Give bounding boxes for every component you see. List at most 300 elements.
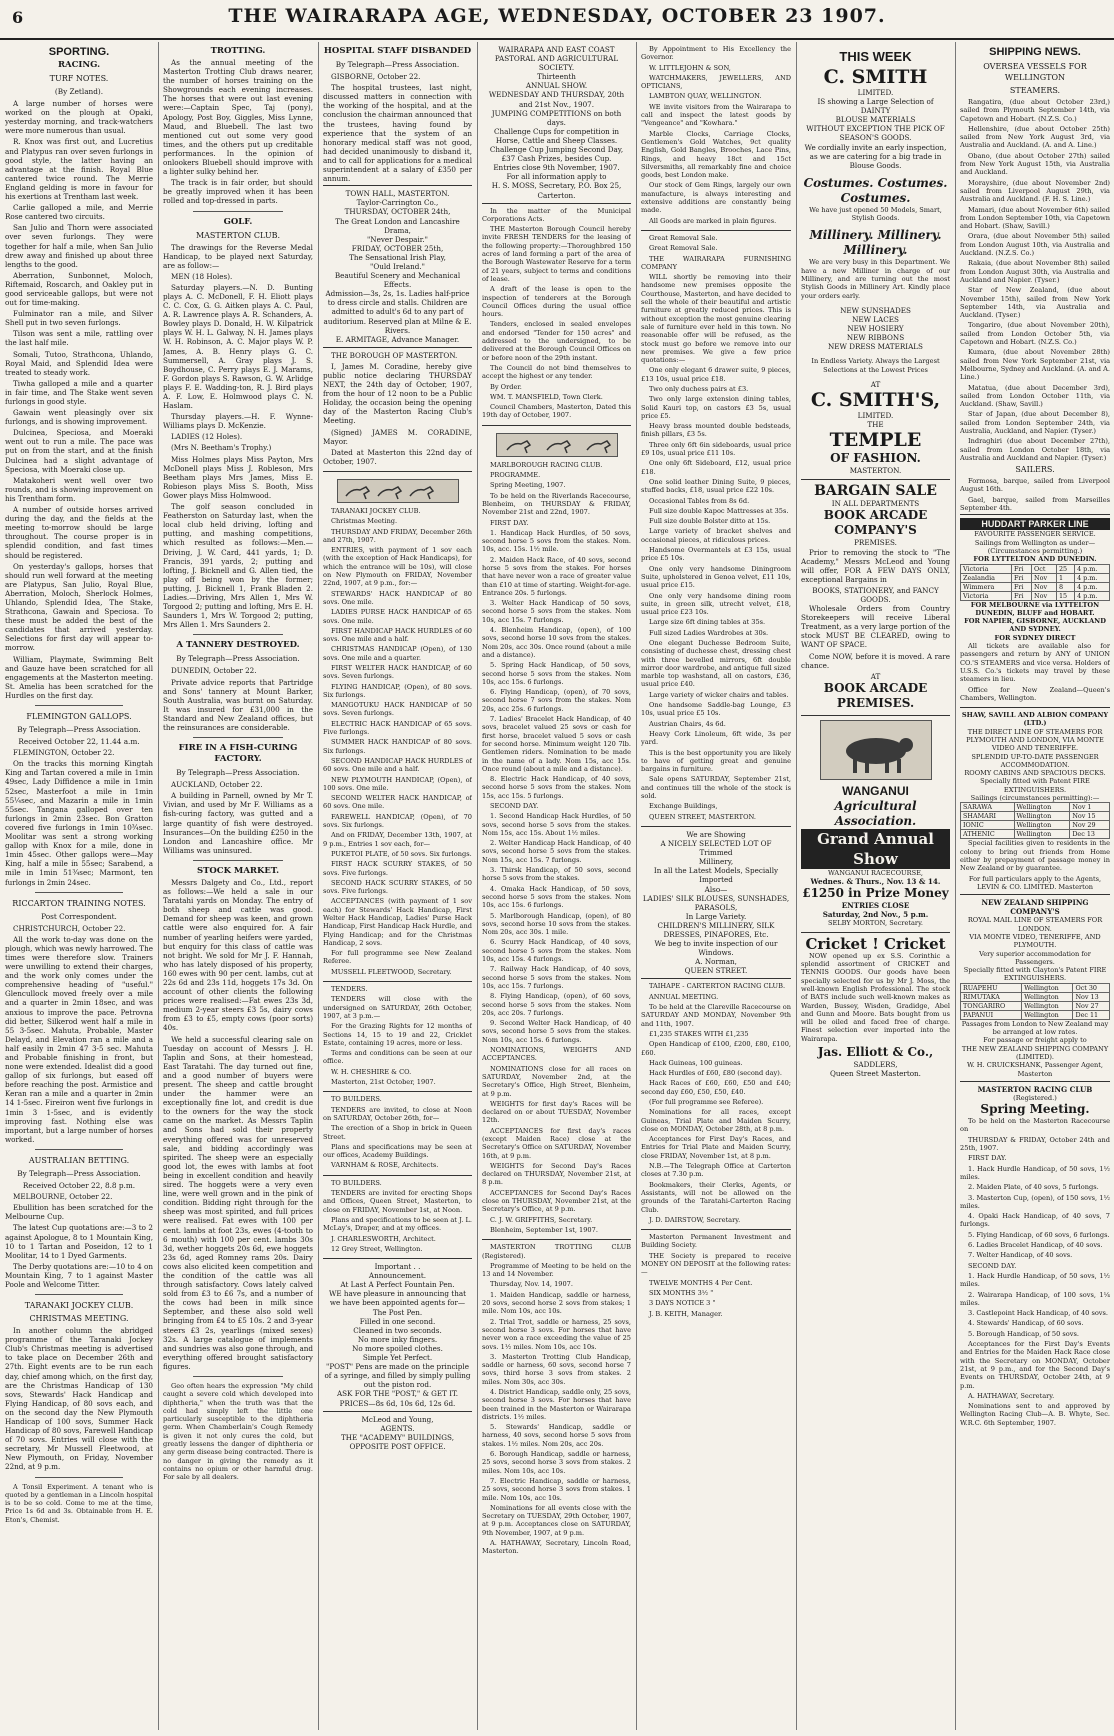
text-line: Star of Japan, (due about December 8), sailed from London September 24th, via Australia, Auckland, and Napier. (Tyser.) [960,410,1110,435]
text-line: Tongariro, (due about November 20th), sailed from London October 5th, via Capetown and Hobart. (N.Z.S. Co.) [960,321,1110,347]
text-line: Simple Yet Perfect. [362,1353,433,1363]
text-line: 5. Stewards' Handicap, saddle or harness, 40 sovs, second horse 5 sovs from stakes. 1½ miles. Nom 20s, acc 20s. [482,1423,631,1448]
text-line: J. B. KEITH, Manager. [649,1309,723,1318]
text-line: Formosa, barque, sailed from Liverpool August 16th. [960,477,1110,494]
book-arcade-heading: BOOK ARCADE COMPANY'S [823,508,928,538]
text-line: This is the best opportunity you are likely to have of getting great and genuine bargains in furniture. [641,748,791,774]
text-line: Plans and specifications may be seen at our offices, Academy Buildings. [323,1142,472,1160]
masterton-label: MASTERTON. [849,466,902,476]
shaw-line: Specially fitted with Patent FIRE EXTINGUISHERS. [980,777,1090,794]
text-line: Thursday, Nov. 14, 1907. [490,1280,573,1289]
advert-lines [323,189,472,344]
elliott-trade: SADDLERS, [853,1060,898,1069]
advert-lines [641,830,791,976]
schedule-cell: Nov [1032,573,1057,582]
text-line: JUMPING COMPETITIONS on both days. [491,108,622,127]
mrc-line: Spring Meeting. [980,1102,1090,1117]
schedule-cell: Zealandia [961,573,1012,582]
dateline: Received October 22, 8.8 p.m. [22,1181,136,1191]
text-line: Orara, (due about November 5th) sailed from London August 10th, via Australia and Auckland. (N.Z.S. Co.) [960,232,1110,258]
text-line: Nominations for all events close with the Secretary on TUESDAY, 29th October, 1907, at 9 p.m. Acceptances close on SATURDAY, 9th November, 1907, at 9 p.m. [482,1503,631,1537]
text-line: 6. Flying Handicap, (open), of 70 sovs, second horse 7 sovs from the stakes. Nom 20s, acc 25s. 6 furlongs. [482,688,631,713]
text-line: Sale opens SATURDAY, September 21st, and continues till the whole of the stock is sold. [641,775,791,801]
shaw-schedule [960,802,1110,839]
text-line: A. Norman, [695,957,737,967]
text-line: AGENTS. [380,1423,415,1433]
text-line: 5. Borough Handicap, of 50 sovs. [968,1329,1079,1338]
advert-marlborough-racing [482,425,631,1240]
page-number: 6 [12,8,24,27]
schedule-row [961,1001,1110,1010]
mrc-line: (Registered.) [1013,1093,1057,1102]
millinery-text: We are very busy in this Department. We have a new Milliner in charge of our Millinery, and are turning out the most Stylish Goods in Millinery Art. Kindly place your orders early. [801,258,950,300]
schedule-row [961,1010,1110,1019]
schedule-cell: Wellington [1014,830,1070,839]
of-fashion-heading: OF FASHION. [830,451,921,466]
column-sporting [5,42,153,1730]
smith-lines [801,97,950,170]
text-line: Acceptances for the First Day's Events and Entries for the Maiden Hack Race close with the Secretary on MONDAY, October 21st, at 9 p.m., and for the Second Day's Events on THURSDAY, October 24th, at 9 p.m. [960,1340,1110,1390]
column-rule [477,42,478,1730]
text-line: One only very handsome dining room suite, in green silk, utrecht velvet, £18, usual price £23 10s. [641,591,791,617]
text-line: A. HATHAWAY, Secretary. [968,1391,1055,1400]
text-line: FIRST DAY. [968,1154,1007,1163]
the-label: THE [867,420,884,430]
nzship-line: For passage or freight apply to [983,1036,1087,1045]
text-line: A number of outside horses arrived during the day, and the fields at the meeting to-morrow should be large throughout. The course proper is in splendid condition, and fast times should be registered. [5,505,153,560]
schedule-row [961,983,1110,992]
text-line: I, James M. Coradine, hereby give public notice declaring THURSDAY NEXT, the 24th day of October, 1907, from the hour of 12 noon to be a Public Holiday, the occasion being the opening day of the Masterton Racing Club's Meeting. [323,361,472,426]
advert-lines [323,985,472,1086]
text-line: Full sized Ladies Wardrobes at 30s. [649,628,769,637]
book-arcade-items: BOOKS, STATIONERY, and FANCY GOODS. [812,585,939,605]
text-line: To be held at the Clareville Racecourse on SATURDAY AND MONDAY, November 9th and 11th, 1907. [641,1003,791,1028]
cricket-heading: Cricket ! Cricket [805,934,946,953]
text-line: 3. Welter Hack Handicap of 50 sovs, second horse 5 sovs from the stakes. Nom 10s, acc 15s. 7 furlongs. [482,599,631,624]
text-line: No more spoiled clothes. [352,1343,443,1353]
schedule-row [961,591,1110,600]
smiths-limited: LIMITED. [857,411,894,421]
schedule-cell: Nov 15 [1070,812,1110,821]
advert-nz-shipping [960,894,1110,1081]
schedule-row [961,582,1110,591]
text-line: Somali, Tutoo, Strathcona, Uhlando, Royal Maid, and Splendid Idea were treated to steady work. [5,349,153,377]
schedule-cell: Nov 27 [1073,1001,1110,1010]
wanganui-racecourse: WANGANUI RACECOURSE, [827,868,924,877]
schedule-row [961,803,1110,812]
schedule-cell: IONIC [961,821,1015,830]
text-line: 7. Ladies' Bracelet Hack Handicap, of 40 sovs, bracelet valued 25 sovs or cash for first horse, bracelet valued 5 sovs or cash for second horse. Minimum weight 120 7lb. Gentlemen riders. Nomination to be made in the name of a lady. Nom 15s, acc 15s. Once round (about a mile and a distance). [482,715,631,773]
text-line: 9. Second Welter Hack Handicap, of 40 sovs, second horse 5 sovs from the stakes. Nom 10s, acc 15s. 6 furlongs. [482,1019,631,1044]
text-line: 7. Electric Handicap, saddle or harness, 25 sovs, second horse 3 sovs from stakes. 1 mile. Nom 10s, acc 10s. [482,1476,631,1502]
text-line: TENDERS are invited for erecting Shops and Offices, Queen Street, Masterton, to close on FRIDAY, November 1st, at Noon. [323,1189,472,1214]
advert-lines [482,45,631,200]
text-line: A NICELY SELECTED LOT OF [660,839,772,849]
text-line: NEW PLYMOUTH HANDICAP, (Open), of 100 sovs. One mile. [323,775,472,792]
text-line: 6. Borough Handicap, saddle or harness, 25 sovs, second horse 3 sovs from stakes. 2 miles. Nom 10s, acc 10s. [482,1450,631,1475]
text-line: WATCHMAKERS, JEWELLERS, AND OPTICIANS, [641,73,791,91]
text-line: 5. Flying Handicap, of 60 sovs, 6 furlongs. [968,1230,1110,1239]
schedule-cell: SARAWA [961,803,1015,812]
text-line: STEWARDS' HACK HANDICAP of 80 sovs. One mile. [323,589,472,606]
shaw-line: Special facilities given to residents in the colony to bring out friends from Home either by prepayment of passage money in New Zealand or by guarantee. [960,839,1110,873]
huddart-line: Office for New Zealand—Queen's Chambers, Wellington. [960,685,1110,702]
schedule-cell: ATHENIC [961,830,1015,839]
book-arcade-text: Prior to removing the stock to "The Academy," Messrs McLeod and Young will offer, FOR A FEW DAYS ONLY, exceptional Bargains in [801,547,950,584]
column-shops [641,42,791,1730]
text-line: Thirteenth [537,72,576,82]
schedule-cell: Nov 1 [1070,803,1110,812]
text-line: NEW HOSIERY [847,324,904,334]
text-line: Beautiful Scenery and Mechanical Effects. [334,271,461,290]
text-line: The latest Cup quotations are:—3 to 2 against Apologue, 8 to 1 Mountain King, 10 to 1 Tartan and Poseidon, 12 to 1 Moolitar, 14 to 1 Dyed Garments. [5,1223,153,1260]
text-line: LADIES' SILK BLOUSES, SUNSHADES, PARASOLS, [642,893,790,912]
text-line: 4. Stewards' Handicap, of 60 sovs. [968,1319,1084,1328]
advert-lines [323,1095,472,1169]
text-line: San Julio and Thorn were associated over seven furlongs. They were together for half a mile, when San Julio drew away and finished up about three lengths to the good. [5,223,153,269]
schedule-cell: RUAPEHU [961,983,1022,992]
text-line: A. HATHAWAY, Secretary, Lincoln Road, Masterton. [482,1539,631,1556]
text-line: Heavy brass mounted double bedsteads, finish pillars, £3 5s. [641,422,791,439]
text-line: Austrian Chairs, 4s 6d. [649,719,726,728]
nzship-schedule [960,983,1110,1020]
text-line: Dated at Masterton this 22nd day of October, 1907. [323,447,472,466]
advert-masterton-racing-club [960,1081,1110,1432]
text-line: 3. Castlepoint Hack Handicap, of 40 sovs. [968,1309,1109,1318]
text-line: Nominations for all races, except Guineas, Trial Plate and Maiden Scurry, close on MONDAY, October 28th, at 8 p.m. [641,1108,791,1133]
shaw-schedule-body [961,803,1110,839]
text-line: 2. Wairarapa Handicap, of 100 sovs, 1¼ miles. [960,1290,1110,1307]
text-line: One solid leather Dining Suite, 9 pieces, stuffed backs, £18, usual price £22 10s. [641,477,791,495]
text-line: 4. Opaki Hack Handicap, of 40 sovs, 7 furlongs. [960,1212,1110,1229]
advert-note: A Tonsil Experiment. A tenant who is quoted by a gentleman in a Lincoln hospital is to be so cold. Come to me at the time, Price 1s 6d and 3s. Obtainable from H. E. Eton's, Chemist. [5,1482,153,1524]
advert-town-hall [323,185,472,347]
shaw-line: Sailings (circumstances permitting):— [970,794,1100,803]
text-line: WEIGHTS for Second Day's Races declared on THURSDAY, November 21st, at 8 p.m. [482,1161,631,1187]
huddart-route: FOR MELBOURNE via LYTTELTON DUNEDIN, BLUFF and HOBART. [970,600,1100,617]
text-line: DAINTY [860,106,891,116]
text-line: AUCKLAND, October 22. [171,780,263,790]
nzship-line: THE NEW ZEALAND SHIPPING COMPANY (LIMITED). [961,1044,1109,1061]
advert-builders [323,1091,472,1174]
huddart-line: Sailings from Wellington as under—(Circumstances permitting.) [974,538,1096,555]
article-title: TARANAKI JOCKEY CLUB. [24,1301,134,1311]
millinery-heading: Millinery. Millinery. Millinery. [809,228,942,258]
text-line: One only elegant 6 drawer suite, 9 pieces, £13 10s, usual price £18. [641,366,791,383]
text-line: R. Knox was first out, and Lucretius and Platypus ran over seven furlongs in good style, the latter having an advantage at the finish. Royal Blue cantered twice round. The Merrie England gelding is more in favour for his exertions at Trentham last week. [5,137,153,202]
text-line: Bookmakers, their Clerks, Agents, or Assistants, will not be allowed on the grounds of the Taratahi-Carterton Racing Club. [641,1180,791,1214]
text-line: We held a successful clearing sale on Tuesday on account of Messrs J. H. Taplin and Sons, at their homestead, East Taratahi. The day turned out fine, and a good number of buyers were present. The sheep and cattle brought under the hammer were an exceptionally fine lot, and credit is due to the owners for the way the stock came on the market. As Messrs Taplin and Sons had sold their property everything offered was for unreserved sale, and bidding accordingly was spirited. The sheep were an especially good lot, the ewes with lambs at foot being in excellent condition and heavily sired. The hoggets were a very even line, were well grown and in the pink of condition. Bidding right through for the sheep was most spirited, and full prices were realised. Fat ewes with 100 per cent. lambs at foot 23s, ewes (4-tooth to 6 mouth) with 100 per cent. lambs 30s 3d, wether hoggets 20s 6d, ewe hoggets 23s 6d, aged Romney rams 20s. Dairy cows also elicited keen competition and the condition of the cattle was all through satisfactory. Cows lately calved sold from £3 to £6 7s, and a number of the cows had been in milk since September, and these also sold well bringing from £4 to £5 10s. 2 and 3-year steers £3 2s, yearlings (mixed sexes) 32s. A large catalogue of implements and sundries was also gone through, and everything offered brought satisfactory figures. [163,1034,313,1371]
mrc-programme [960,1117,1110,1427]
column-hospital-adverts [323,42,472,1730]
advert-builders [323,1175,472,1258]
shaw-line: THE DIRECT LINE OF STEAMERS FOR PLYMOUTH AND LONDON, VIA MONTE VIDEO AND TENERIFFE. [966,727,1104,753]
text-line: CHRISTCHURCH, October 22. [13,923,126,933]
schedule-row [961,821,1110,830]
text-line: We are Showing [686,829,746,839]
steamer-list [960,98,1110,462]
text-line: FIRST HACK SCURRY STAKES, of 50 sovs. Five furlongs. [323,860,472,877]
text-line: The Sensational Irish Play, [349,252,446,262]
masthead [0,0,1114,40]
text-line: Star of New Zealand, (due about November 15th), sailed from New York September 14th, via Australia and Auckland. (Tyser.) [960,286,1110,320]
text-line: DUNEDIN, October 22. [171,666,257,676]
text-line: Large variety of bracket shelves and occasional pieces, at ridiculous prices. [641,527,791,544]
text-line: 1. Maiden Handicap, saddle or harness, 20 sovs, second horse 2 sovs from stakes; 1 mile. Nom 10s, acc 10s. [482,1290,631,1316]
column-trotting-golf [163,42,313,1730]
text-line: FLYING HANDICAP, (Open), of 80 sovs. Six furlongs. [323,682,472,699]
text-line: LAMBTON QUAY, WELLINGTON. [649,92,762,101]
article-body [163,878,313,1371]
text-line: TAIHAPE - CARTERTON RACING CLUB. [649,982,786,991]
schedule-cell: 1 [1056,573,1074,582]
text-line: OPPOSITE POST OFFICE. [349,1441,446,1451]
text-line: BLOUSE MATERIALS [835,115,916,125]
text-line: Indraghiri (due about December 27th), sailed from London October 18th, via Australia and Auckland and Napier. (Tyser.) [960,437,1110,462]
text-line: Taylor-Carrington Co., [356,198,439,208]
text-line: On the tracks this morning Kingtah King and Tartan covered a mile in 1min 49sec, Lady Diffidence a mile in 1min 52sec, Masterfoot a mile in 1min 55¼sec, and Mazarin a mile in 1min 55sec. Tangana galloped over ten furlongs in 2min 23sec. Bon Gratton covered five furlongs in 1min 10¾sec. Moolitar was sent a strong working gallop with Knox for a mile, done in 1min 45sec. Other gallops were—May King, half a mile in 55sec; Sarabend, a mile in 1min 51¾sec; Marmont, ten furlongs in 2min 24sec. [5,759,153,887]
text-line: 3. Thirsk Handicap, of 50 sovs, second horse 5 sovs from the stakes. [482,866,631,883]
schedule-cell: Wellington [1022,1001,1073,1010]
text-line: VARNHAM & ROSE, Architects. [331,1161,439,1170]
article-body [5,924,153,1144]
huddart-banner: HUDDART PARKER LINE [960,518,1110,530]
text-line: Programme of Meeting to be held on the 13 and 14 November. [482,1261,631,1279]
entries-close: ENTRIES CLOSE [841,901,910,911]
text-line: In another column the abridged programme of the Taranaki Jockey Club's Christmas meeting is advertised to take place on December 26th and 27th. Eight events are to be run each day, chief among which, on the first day, are the Christmas Handicap of 130 sovs, Stewards' Hack Handicap and Flying Handicap, of 80 sovs each, and on the second day the New Plymouth Handicap of 100 sovs, Summer Hack Handicap of 80 sovs, Farewell Handicap of 70 sovs. Entries will close with the secretary, Mr Mussell Fleetwood, at New Plymouth, on Friday, November 22nd, at 9 p.m. [5,1326,153,1472]
text-line: A building in Parnell, owned by Mr T. Vivian, and used by Mr F. Williams as a fish-curing factory, was gutted and a large quantity of fish were destroyed. Insurances—On the building £250 in the London and Lancashire office. Mr Williams was uninsured. [163,791,313,855]
text-line: LADIES PURSE HACK HANDICAP of 65 sovs. One mile. [323,608,472,625]
text-line: Morayshire, (due about November 2nd) sailed from Liverpool August 29th, via Australia and Auckland. (F. H. S. Line.) [960,178,1110,204]
text-line: THE "ACADEMY" BUILDINGS, [340,1432,455,1442]
section-heading: SHIPPING NEWS. [989,46,1081,58]
entries-close-date: Saturday, 2nd Nov., 5 p.m. [822,910,929,920]
text-line: Announcement. [368,1271,427,1281]
article-title: FIRE IN A FISH-CURING FACTORY. [178,743,298,765]
article-title: A TANNERY DESTROYED. [176,640,300,651]
schedule-cell: Fri [1011,564,1031,573]
text-line: To be held on the Riverlands Racecourse, Blenheim, on THURSDAY & FRIDAY, November 21st and 22nd, 1907. [482,491,631,517]
advert-pastoral-show [482,42,631,203]
text-line: Full size double Kapoc Mattresses at 35s. [649,506,789,515]
text-line: One only very handsome Diningroom Suite, upholstered in Genoa velvet, £11 10s, usual price £15. [641,564,791,590]
text-line: 8. Flying Handicap, (open), of 60 sovs, second horse 5 sovs from the stakes. Nom 20s, acc 20s. 7 furlongs. [482,992,631,1017]
schedule-cell: Wimmera [961,582,1012,591]
smiths-name: C. SMITH'S, [810,389,941,412]
nzship-line: NEW ZEALAND SHIPPING COMPANY'S [981,898,1089,917]
advert-lines [323,1262,472,1408]
advert-littlejohn [641,42,791,230]
schedule-cell: Victoria [961,591,1012,600]
text-line: WAIRARAPA AND EAST COAST PASTORAL AND AGRICULTURAL SOCIETY. [494,45,619,73]
bull-engraving [820,720,932,780]
advert-lines [482,1046,631,1234]
text-line: 2. Welter Handicap Hack Handicap, of 40 sovs, second horse 5 sovs from the stakes. Nom 15s, acc 15s. 7 furlongs. [482,839,631,864]
text-line: ELECTRIC HACK HANDICAP of 65 sovs. Five furlongs. [323,719,472,737]
text-line: MANGOTUKU HACK HANDICAP of 50 sovs. Seven furlongs. [323,701,472,718]
text-line: All the work to-day was done on the plough, which was newly harrowed. The times were therefore slow. Trainers were unwilling to extend their charges, and the work only comes under the comprehensive heading of "useful." Glencullock moved freely over a mile and a quarter in 2min 18sec, and was anxious to improve the pace. Petrovna did better, Silkerod went half a mile in 55 3-5sec. Mahuta, Probable, Master Delayd, and Elevation ran a mile and a half easily in 2min 47 3-5 sec. Mahuta and Probable finishing in front, but none were extended. Idealist did a good gallop of six furlongs, but eased off before reaching the post. Armistice and Keran ran a mile and a quarter in 2min 14 1-5sec. Fireiron went five furlongs in 1min 3 1-5sec, and is evidently improving fast. Nothing else was important, but a large number of horses worked. [5,934,153,1144]
text-line: Admission—3s, 2s, 1s. Ladies half-price to dress circle and stalls. Children are admitted to adult's 6d to any part of auditorium. Reserved plan at Milne & E. Rivers. [323,289,472,335]
costumes-text: We have just opened 50 Models, Smart, Stylish Goods. [809,205,942,223]
text-line: FIRST WELTER HACK HANDICAP, of 60 sovs. Seven furlongs. [323,663,472,681]
advert-municipal-tenders [482,203,631,425]
text-line: 6. Scurry Hack Handicap, of 40 sovs, second horse 5 sovs from the stakes. Nom 10s, acc 15s. 4 furlongs. [482,938,631,964]
article-title: RICCARTON TRAINING NOTES. [12,898,146,908]
text-line: TENDERS. [331,985,368,994]
byline: By Telegraph—Press Association. [17,725,141,734]
text-line: One handsome Saddle-bag Lounge, £3 10s, usual price £5 10s. [641,701,791,718]
text-line: Fulminator ran a mile, and Silver Shell put in two seven furlongs. [5,309,153,328]
text-line: WILL shortly be removing into their handsome new premises opposite the Courthouse, Masterton, and have decided to sell the whole of their beautiful and artistic furniture at greatly reduced prices. This is without exception the most genuine clearing sale of furniture ever held in this town. No reasonable offer will be refused, as the stock must go before we remove into our new premises. We give a few price quotations:— [641,273,791,365]
text-line: Nominations sent to and approved by Wellington Racing Club—A. B. Whyte, Sec. W.R.C. 6th September, 1907. [960,1402,1110,1427]
text-line: Trimmed [699,848,733,858]
text-line: Two only duchess pairs at £3. [649,384,749,393]
new-goods-list [801,306,950,351]
column-rule [955,42,956,1730]
text-line: Three only 6ft 6in sideboards, usual price £9 10s, usual price £11 10s. [641,440,791,458]
text-line: Saturday players.—N. D. Bunting plays A. C. McDonell, F. H. Eliott plays C. C. Cox, G. G. Aitken plays A. C. Paul, A. R. Lawrence plays A. R. Schanders, A. Bowley plays D. Donald, H. W. Kilpatrick plays W. H. L. Galway, N. H. James plays W. H. Robinson, A. C. Major plays W. P. James, A. B. Henry plays G. C. Summersell, A. Gray plays J. S. Boydhouse, C. Perry plays E. J. Marams, F. Gordon plays S. Rawson, G. W. Arlidge plays F. E. Wadding-ton, R. J. Bird plays A. F. Low, E. Holmwood plays C. N. Haslam. [163,282,313,411]
text-line: Spring Meeting, 1907. [490,481,566,490]
new-goods-note: In Endless Variety. Always the Largest Selections at the Lowest Prices [811,357,940,374]
text-line: For the Grazing Rights for 12 months of Sections 14, 15 to 19 and 22, Cricklet Estate, containing 19 acres, more or less. [323,1022,472,1047]
schedule-row [961,992,1110,1001]
text-line: WE invite visitors from the Wairarapa to call and inspect the latest goods by "Vengeance" and "Kowhara." [641,102,791,128]
text-line: "POST" Pens are made on the principle of a syringe, and filled by simply pulling out the piston rod. [324,1362,471,1390]
wanganui-secretary: SELBY MORTON, Secretary. [827,919,924,928]
masthead-title: THE WAIRARAPA AGE, WEDNESDAY, OCTOBER 23 1907. [228,5,886,27]
text-line: 3 DAYS NOTICE 3 " [649,1299,716,1308]
article-body [163,666,313,732]
text-line: For full programme see New Zealand Referee. [323,949,472,966]
text-line: NEW DRESS MATERIALS [828,342,923,352]
text-line: The track is in fair order, but should be greatly improved when it has been rolled and top-dressed in parts. [163,178,313,206]
text-line: £1,235 STAKES WITH £1,235 [649,1029,749,1038]
smith-limited: LIMITED. [857,88,894,97]
text-line: ACCEPTANCES (with payment of 1 sov each) for Stewards' Hack Handicap, First Welter Hack Handicap, Ladies' Purse Hack Handicap, First Handicap Hack Hurdle, and Flying Handicap; and for the Christmas Handicap, 2 sovs. [323,897,472,947]
text-line: Open Handicap of £100, £200, £80, £100, £60. [641,1040,791,1057]
text-line: TARANAKI JOCKEY CLUB. [331,506,421,515]
schedule-cell: 4 p.m. [1075,564,1110,573]
text-line: THE BOROUGH OF MASTERTON. [331,350,458,360]
schedule-cell: Fri [1011,591,1031,600]
text-line: 3. Masterton Trotting Club Handicap, saddle or harness, 60 sovs, second horse 7 sovs, third horse 3 sovs from stakes. 2 miles. Nom 30s, acc 30s. [482,1352,631,1386]
text-line: MASTERTON TROTTING CLUB (Registered). [482,1243,631,1260]
schedule-cell: 4 p.m. [1075,582,1110,591]
text-line: Kumara, (due about November 28th) sailed from New York September 21st, via Melbourne, Sydney and Auckland. (A. and A. Line.) [960,348,1110,382]
text-line: One elegant Duchesse Bedroom Suite, consisting of duchesse chest, dressing chest with three bevelled mirrors, 6ft double mirror door wardrobe, and antique full sized marble top washstand, all on castors, £36, usual price £40. [641,639,791,689]
article-body [163,58,313,206]
text-line: Matakoheri went well over two rounds, and is showing improvement on his Trentham form. [5,475,153,503]
text-line: THE WAIRARAPA FURNISHING COMPANY [641,254,791,271]
text-line: Rangatira, (due about October 23rd,) sailed from Plymouth September 14th, via Capetown and Hobart. (N.Z.S. Co.) [960,98,1110,123]
schedule-cell: 15 [1056,591,1074,600]
text-line: TO BUILDERS. [331,1178,382,1187]
text-line: (Signed) JAMES M. CORADINE, Mayor. [323,427,472,446]
huddart-schedule [960,564,1110,601]
article-body [323,72,472,183]
text-line: Private advice reports that Partridge and Sons' tannery at Mount Barker, South Australia, was burnt on Saturday. It was insured for £31,000 in the Standard and New Zealand offices, but the reinsurances are considerable. [163,677,313,732]
text-line: Great Removal Sale. [649,233,718,242]
text-line: H. S. MOSS, Secretary, P.O. Box 25, Carterton. [491,181,622,200]
text-line: E. ARMITAGE, Advance Manager. [335,334,460,344]
text-line: WEDNESDAY AND THURSDAY, 20th and 21st Nov., 1907. [488,90,625,109]
racehorses-engraving [337,479,459,503]
book-arcade-text: Come NOW, before it is moved. A rare chance. [801,651,950,670]
text-line: We cordially invite an early inspection, as we are catering for a big trade in Blouse Goods. [804,142,947,170]
advert-note: Geo often hears the expression "My child caught a severe cold which developed into diphtheria," when the truth was that the cold had simply left the little one particularly susceptible to the diphtheria germ. When Chamberlain's Cough Remedy is given it not only cures the cold, but greatly lessens the danger of diphtheria or any germ disease being contracted. There is no danger in giving the remedy as it contains no opium or other harmful drug. For sale by all dealers. [163,1382,313,1482]
text-line: WE have pleasure in announcing that we have been appointed agents for— [328,1289,467,1308]
text-line: And on FRIDAY, December 13th, 1907, at 9 p.m., Entries 1 sov each, for— [323,831,472,848]
bargain-heading: BARGAIN SALE [814,483,937,500]
text-line: TENDERS are invited, to close at Noon on SATURDAY, October 26th, for— [323,1105,472,1122]
agricultural-association: Agricultural Association. [834,798,917,828]
advert-building-society [641,1229,791,1323]
column-drapers [801,42,950,1730]
advert-removal-sale [641,230,791,826]
temple-heading: TEMPLE [829,429,922,452]
text-line: SECOND DAY. [968,1261,1017,1270]
schedule-cell: Nov [1032,582,1057,591]
nzship-line: Passages from London to New Zealand may be arranged at low rates. [961,1019,1109,1037]
text-line: PUKETOI PLATE, of 50 sovs. Six furlongs. [331,849,472,858]
article-title: STOCK MARKET. [196,865,280,876]
text-line: "Never Despair." [366,234,428,244]
schedule-cell: Dec 11 [1073,1010,1110,1019]
text-line: WM. T. MANSFIELD, Town Clerk. [490,392,603,401]
text-line: TENDERS will close with the undersigned on SATURDAY, 26th October, 1907, at 3 p.m.— [323,995,472,1020]
advert-lines [323,1415,472,1451]
text-line: MUSSELL FLEETWOOD, Secretary. [331,967,452,976]
advert-lines [641,234,791,821]
text-line: QUEEN STREET. [684,966,748,976]
text-line: SECOND DAY. [490,802,539,810]
text-line: NOMINATIONS, WEIGHTS AND ACCEPTANCES. [482,1046,631,1063]
text-line: ENTRIES, with payment of 1 sov each (with the exception of Hack Handicaps), for which the entrance will be 10s), will close on New Plymouth on FRIDAY, November 22nd, 1907, at 9 p.m., for:— [323,546,472,588]
text-line: ANNUAL SHOW. [525,81,588,91]
advert-lines [641,45,791,225]
schedule-cell: Wellington [1022,1010,1073,1019]
advert-tenders [323,981,472,1091]
text-line: Entries close 9th November, 1907. [493,163,620,173]
text-line: TO BUILDERS. [331,1095,382,1104]
text-line: Two only large extension dining tables, Solid Kauri top, on castors £3 5s, usual price £5. [641,395,791,420]
text-line: FIRST DAY. [490,518,529,527]
advert-masterton-trotting [482,1239,631,1560]
this-week-heading: THIS WEEK [839,49,912,64]
schedule-row [961,573,1110,582]
text-line: IS showing a Large Selection of [817,97,934,107]
text-line: Tiwha galloped a mile and a quarter in fair time, and The Stake went seven furlongs in good style. [5,378,153,406]
text-line: PRICES—8s 6d, 10s 6d, 12s 6d. [339,1398,456,1408]
subsection-heading: SAILERS. [1015,465,1055,475]
text-line: 12 Grey Street, Wellington. [331,1244,423,1253]
schedule-cell: 8 [1056,582,1074,591]
shaw-line: SHAW, SAVILL AND ALBION COMPANY (LTD.) [961,711,1109,728]
text-line: Challenge Cups for competition in Horse, Cattle and Sheep Classes. [493,126,619,145]
text-line: 7. Railway Hack Handicap, of 40 sovs, second horse 5 sovs from the stakes. Nom 10s, acc 15s. 7 furlongs. [482,965,631,990]
schedule-cell: Oct 30 [1073,983,1110,992]
shaw-line: For full particulars apply to the Agents, LEVIN & CO. LIMITED. Masterton [968,874,1102,891]
schedule-row [961,812,1110,821]
text-line: Obano, (due about October 27th) sailed from New York August 15th, via Australia and Auckland. [960,151,1110,177]
text-line: SECOND HACK SCURRY STAKES, of 50 sovs. Five furlongs. [323,878,472,896]
book-arcade-text: Wholesale Orders from Country Storekeepers will receive Liberal Treatment, as a very large portion of the stock MUST BE CLEARED, owing to WANT OF SPACE. [801,604,950,650]
text-line: Cleaned in two seconds. [353,1325,442,1335]
text-line: 1. Second Handicap Hack Hurdles, of 50 sovs, second horse 5 sovs from the stakes. Nom 15s, acc 15s. About 1½ miles. [482,812,631,837]
text-line: The Great London and Lancashire Drama, [335,216,460,235]
section-heading: SPORTING. [48,46,110,58]
text-line: No more inky fingers. [357,1334,438,1344]
